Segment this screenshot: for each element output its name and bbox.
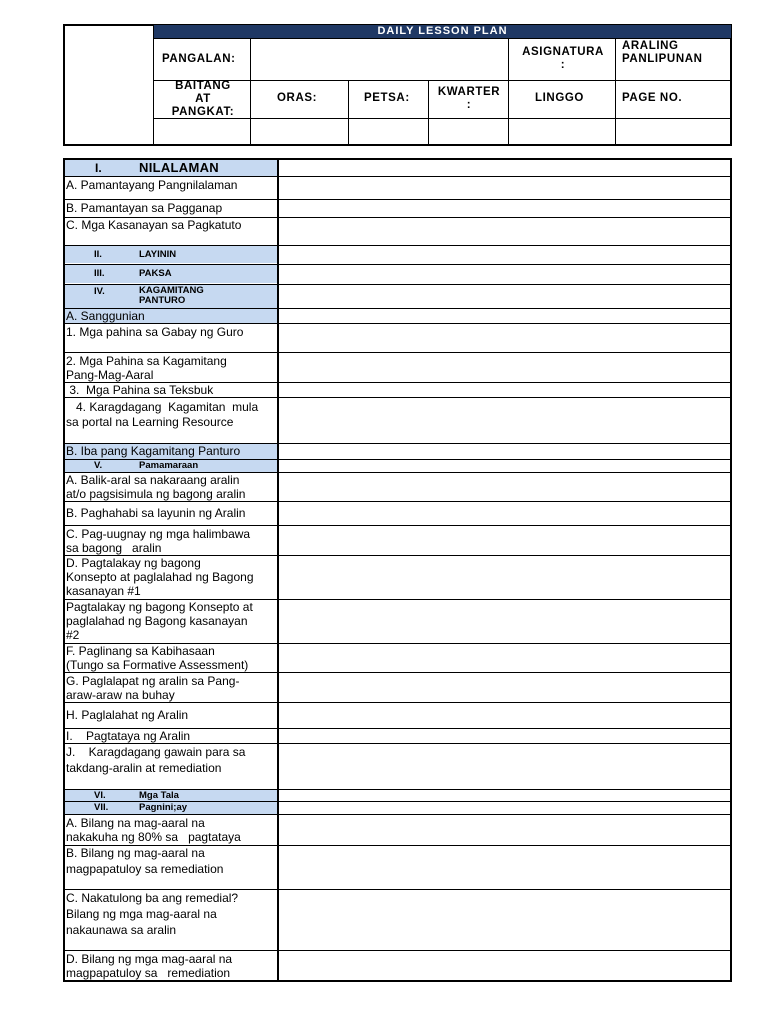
row-new-concept-1-line: kasanayan #1 <box>66 584 141 598</box>
section-vii-number: VII. <box>94 802 109 813</box>
row-new-concept-1-line: D. Pagtalakay ng bagong <box>66 556 201 570</box>
linggo-label: LINGGO <box>535 92 584 104</box>
baitang-label <box>158 80 248 119</box>
subject-value <box>622 40 703 66</box>
row-learners-remediation-line: B. Bilang ng mag-aaral na <box>66 846 205 860</box>
divider <box>64 814 731 815</box>
document-title: DAILY LESSON PLAN <box>154 25 731 38</box>
row-performance-standard: B. Pamantayan sa Pagganap <box>66 201 223 215</box>
subject-value-line: ARALING <box>622 40 679 52</box>
section-iv-title-line: PANTURO <box>139 295 186 306</box>
row-learners-80-line: A. Bilang na mag-aaral na <box>66 816 205 830</box>
row-purpose: B. Paghahabi sa layunin ng Aralin <box>66 506 246 520</box>
divider <box>64 199 731 200</box>
section-v-title: Pamamaraan <box>139 460 199 471</box>
kwarter-label <box>432 86 506 112</box>
divider <box>64 264 731 265</box>
asignatura-label <box>515 46 611 72</box>
row-generalization: H. Paglalahat ng Aralin <box>66 708 189 722</box>
divider <box>250 38 251 145</box>
row-content-standard: A. Pamantayang Pangnilalaman <box>66 178 238 192</box>
divider <box>64 397 731 398</box>
section-iii-number: III. <box>94 268 105 279</box>
divider <box>153 38 731 39</box>
section-v-number: V. <box>94 460 103 471</box>
row-new-concept-2-line: paglalahad ng Bagong kasanayan <box>66 614 248 628</box>
section-vi-title: Mga Tala <box>139 790 179 801</box>
petsa-label: PETSA: <box>364 92 410 104</box>
row-application <box>66 674 274 702</box>
row-lr-portal <box>66 400 274 429</box>
asignatura-label-line: : <box>560 59 566 71</box>
row-textbook-pages: 3. Mga Pahina sa Teksbuk <box>66 383 214 397</box>
row-mastery-line: (Tungo sa Formative Assessment) <box>66 658 249 672</box>
divider <box>64 323 731 324</box>
row-teacher-guide-pages: 1. Mga pahina sa Gabay ng Guro <box>66 325 244 339</box>
section-ii-title: LAYININ <box>139 249 177 260</box>
row-competencies: C. Mga Kasanayan sa Pagkatuto <box>66 218 242 232</box>
divider <box>64 525 731 526</box>
divider <box>615 38 616 145</box>
row-examples <box>66 527 274 555</box>
row-new-concept-1-line: Konsepto at paglalahad ng Bagong <box>66 570 254 584</box>
row-learner-material-pages-line: 2. Mga Pahina sa Kagamitang <box>66 354 227 368</box>
row-continue-remediation <box>66 952 274 980</box>
divider <box>64 176 731 177</box>
row-learners-80-line: nakakuha ng 80% sa pagtataya <box>66 830 241 844</box>
divider <box>428 80 429 145</box>
divider <box>348 80 349 145</box>
section-iii-title: PAKSA <box>139 268 172 279</box>
baitang-label-line: PANGKAT: <box>171 106 235 118</box>
divider <box>64 245 731 246</box>
row-assignment <box>66 745 274 775</box>
pangalan-label: PANGALAN: <box>162 53 236 65</box>
kwarter-label-line: KWARTER <box>437 86 501 98</box>
row-remedial-helped-line: Bilang ng mga mag-aaral na <box>66 907 217 921</box>
row-examples-line: C. Pag-uugnay ng mga halimbawa <box>66 527 251 541</box>
row-assignment-line: takdang-aralin at remediation <box>66 761 222 775</box>
baitang-label-line: BAITANG <box>175 80 231 92</box>
row-learner-material-pages-line: Pang-Mag-Aaral <box>66 368 154 382</box>
oras-label: ORAS: <box>277 92 318 104</box>
row-learners-remediation-line: magpapatuloy sa remediation <box>66 862 224 876</box>
row-learner-material-pages <box>66 354 274 382</box>
section-ii-number: II. <box>94 249 102 260</box>
section-i-number: I. <box>95 161 102 175</box>
row-remedial-helped-line: C. Nakatulong ba ang remedial? <box>66 891 239 905</box>
row-remedial-helped-line: nakaunawa sa aralin <box>66 923 177 937</box>
section-vi-number: VI. <box>94 790 106 801</box>
row-learners-remediation <box>66 846 274 876</box>
section-iv-title <box>139 286 204 306</box>
row-application-line: araw-araw na buhay <box>66 688 175 702</box>
section-i-title: NILALAMAN <box>139 160 219 175</box>
kwarter-label-line: : <box>466 99 472 111</box>
row-other-materials: B. Iba pang Kagamitang Panturo <box>66 444 241 458</box>
row-lr-portal-line: sa portal na Learning Resource <box>66 415 234 429</box>
row-learners-80 <box>66 816 274 844</box>
row-review-line: at/o pagsisimula ng bagong aralin <box>66 487 246 501</box>
divider <box>153 25 154 145</box>
divider <box>64 743 731 744</box>
section-iv-title-line: KAGAMITANG <box>139 285 204 296</box>
section-vii-title: Pagnini;ay <box>139 802 188 813</box>
row-sanggunian: A. Sanggunian <box>66 309 145 323</box>
divider <box>508 38 509 145</box>
divider <box>64 352 731 353</box>
divider <box>64 672 731 673</box>
row-remedial-helped <box>66 891 274 937</box>
divider <box>64 501 731 502</box>
row-mastery-line: F. Paglinang sa Kabihasaan <box>66 644 215 658</box>
divider <box>64 889 731 890</box>
row-lr-portal-line: 4. Karagdagang Kagamitan mula <box>66 400 259 414</box>
divider <box>64 702 731 703</box>
row-continue-remediation-line: magpapatuloy sa remediation <box>66 966 231 980</box>
row-examples-line: sa bagong aralin <box>66 541 162 555</box>
row-review-line: A. Balik-aral sa nakaraang aralin <box>66 473 240 487</box>
page-no-label: PAGE NO. <box>622 92 683 104</box>
row-new-concept-2-line: Pagtalakay ng bagong Konsepto at <box>66 600 253 614</box>
row-mastery <box>66 644 274 672</box>
row-assignment-line: J. Karagdagang gawain para sa <box>66 745 246 759</box>
row-new-concept-2 <box>66 600 274 642</box>
section-iv-number: IV. <box>94 286 105 297</box>
row-application-line: G. Paglalapat ng aralin sa Pang- <box>66 674 240 688</box>
divider <box>64 950 731 951</box>
row-continue-remediation-line: D. Bilang ng mga mag-aaral na <box>66 952 233 966</box>
row-new-concept-2-line: #2 <box>66 628 80 642</box>
row-evaluation: I. Pagtataya ng Aralin <box>66 729 191 743</box>
row-review <box>66 473 274 501</box>
asignatura-label-line: ASIGNATURA <box>522 46 604 58</box>
baitang-label-line: AT <box>195 93 211 105</box>
row-new-concept-1 <box>66 556 274 598</box>
divider <box>277 159 279 981</box>
subject-value-line: PANLIPUNAN <box>622 53 703 65</box>
